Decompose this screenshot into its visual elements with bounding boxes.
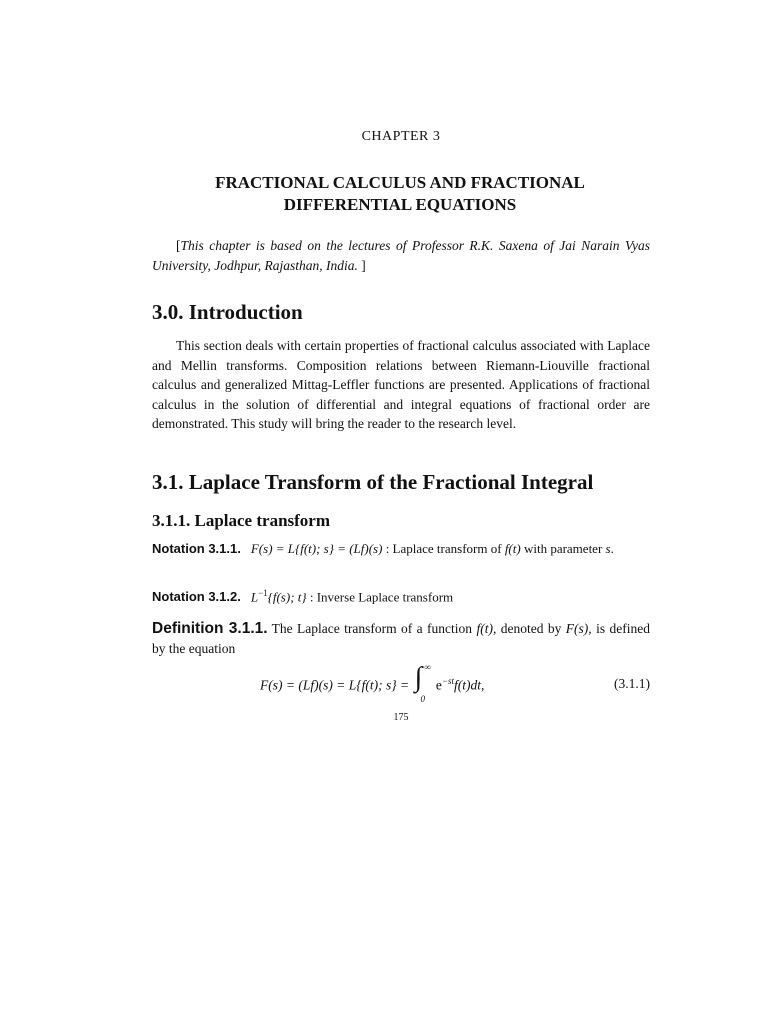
introduction-text: This section deals with certain properties of fractional calculus associated with Laplace and Mellin transforms. Composition relations between Riemann-Liouville fractional calculus and generalized Mittag-Leffler functions are presented. Applications of fractional calculus in the solution of differential and integral equations of fractional order are demonstrated. This study will bring the reader to the research level.	[152, 338, 650, 431]
notation-text: .	[610, 541, 614, 556]
chapter-title-line-2: DIFFERENTIAL EQUATIONS	[283, 195, 517, 214]
notation-label: Notation 3.1.1.	[152, 541, 241, 556]
equation-3-1-1	[152, 662, 650, 708]
notation-text: : Laplace transform of	[382, 541, 505, 556]
introduction-paragraph	[152, 336, 650, 434]
equation-number: (3.1.1)	[614, 676, 650, 691]
section-heading-3-1: 3.1. Laplace Transform of the Fractional Integral	[152, 470, 594, 494]
subsection-heading-3-1-1: 3.1.1. Laplace transform	[152, 511, 331, 530]
definition-text: The Laplace transform of a function	[271, 621, 477, 636]
definition-text: , denoted by	[492, 621, 566, 636]
integral-symbol: ∫	[414, 662, 423, 694]
notation-formula: F(s) = L{f(t); s} = (Lf)(s)	[250, 541, 383, 556]
attribution-text: This chapter is based on the lectures of Professor R.K. Saxena of Jai Narain Vyas University, Jodhpur, Rajasthan, India.	[152, 238, 650, 273]
definition-3-1-1	[152, 619, 650, 659]
integral-upper-limit: ∞	[424, 662, 431, 673]
equation-lhs: F(s) = (Lf)(s) = L{f(t); s} =	[260, 677, 413, 693]
chapter-label: CHAPTER 3	[361, 129, 441, 144]
page-number: 175	[393, 712, 409, 723]
section-heading-introduction: 3.0. Introduction	[152, 300, 303, 324]
chapter-title-line-1: FRACTIONAL CALCULUS AND FRACTIONAL	[215, 173, 585, 192]
attribution-open-bracket: [	[176, 238, 181, 253]
notation-ft: f(t)	[504, 541, 521, 556]
equation-exp-base: e	[435, 677, 442, 693]
definition-text: , is defined by the equation	[152, 621, 650, 656]
integral-lower-limit: 0	[420, 694, 425, 705]
chapter-title	[150, 172, 650, 216]
notation-text: with parameter	[520, 541, 606, 556]
equation-integrand: f(t)dt,	[453, 677, 485, 693]
notation-text: : Inverse Laplace transform	[306, 589, 454, 605]
definition-ft: f(t)	[476, 621, 493, 636]
attribution-close-bracket: ]	[361, 258, 366, 273]
chapter-attribution	[152, 236, 650, 276]
notation-L: L	[250, 589, 259, 605]
integral-sign	[413, 662, 433, 705]
notation-3-1-1	[152, 539, 650, 558]
definition-label: Definition 3.1.1.	[152, 620, 268, 637]
notation-s: s	[605, 541, 611, 556]
notation-formula: {f(s); t}	[267, 589, 307, 605]
equation-body	[260, 662, 485, 705]
notation-label: Notation 3.1.2.	[152, 589, 241, 605]
definition-Fs: F(s)	[565, 621, 589, 636]
equation-exponent: −st	[441, 676, 454, 686]
notation-3-1-2	[152, 584, 650, 606]
notation-superscript: −1	[258, 588, 268, 598]
